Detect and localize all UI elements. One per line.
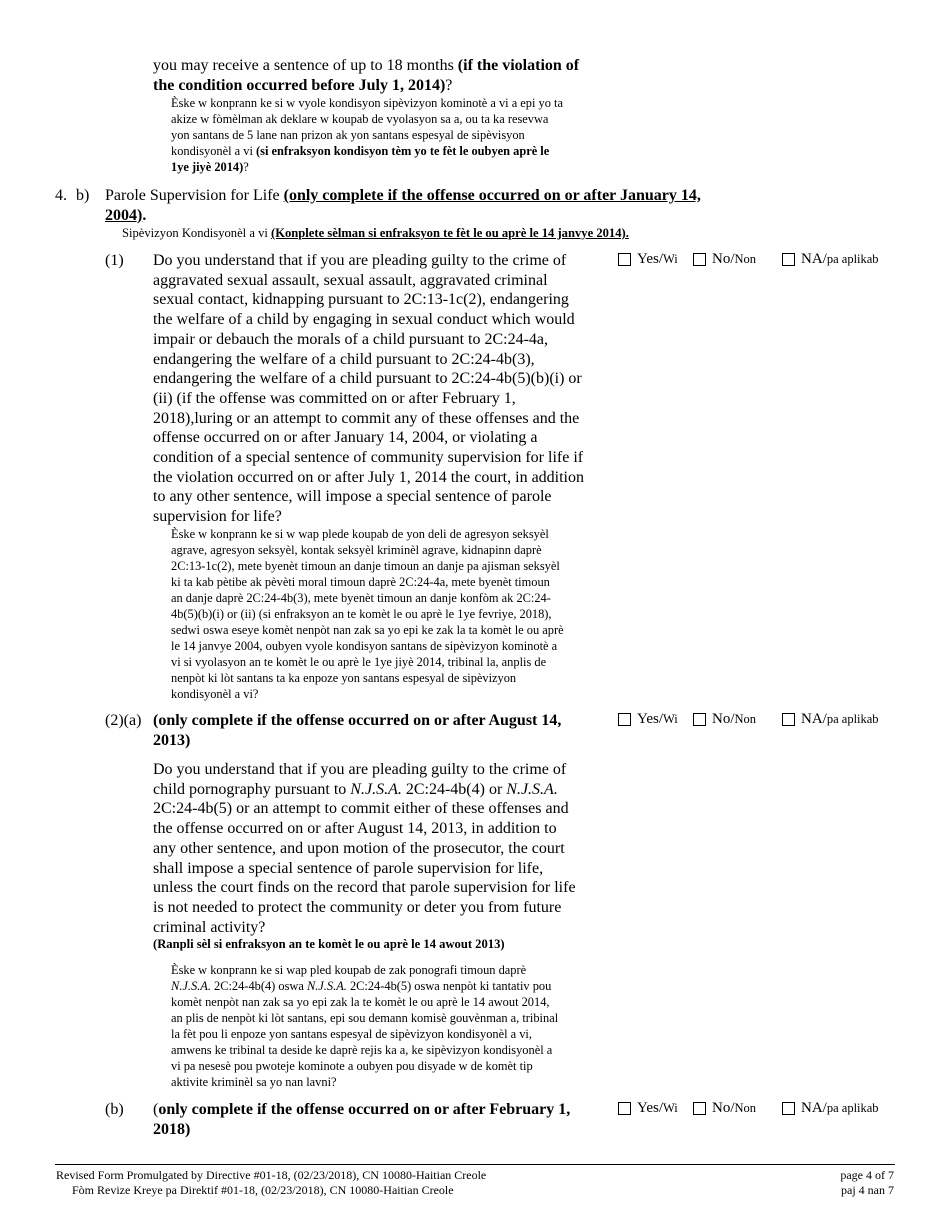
ht-line: komèt nenpòt nan zak sa yo epi zak la te komèt le ou aprè le 14 awout 2014, <box>171 995 550 1009</box>
yes-label: Yes/ <box>637 711 663 727</box>
ht-line: aktivite kriminèl sa yo nan lavni? <box>171 1075 337 1089</box>
section-title-ht <box>122 225 629 241</box>
ht-line: an plis de nenpòt ki lòt santans, epi sou demann komisè gouvènman a, tribinal <box>171 1011 559 1025</box>
top-en-bold-2: the condition occurred before July 1, 2014) <box>153 76 446 94</box>
en-line: child pornography pursuant to <box>153 780 351 798</box>
en-line: any other sentence, and upon motion of the prosecutor, the court <box>153 839 565 857</box>
checkbox-icon[interactable] <box>782 253 795 266</box>
qb-yes-checkbox[interactable] <box>618 1100 678 1117</box>
checkbox-icon[interactable] <box>693 1102 706 1115</box>
ht-line: agrave, agresyon seksyèl, kontak seksyèl kriminèl agrave, kidnapinn daprè <box>171 543 542 557</box>
qb-no-checkbox[interactable] <box>693 1100 756 1117</box>
en-line: Do you understand that if you are pleading guilty to the crime of <box>153 252 567 269</box>
q2a-na-checkbox[interactable] <box>782 711 879 728</box>
en-line: Do you understand that if you are pleading guilty to the crime of <box>153 761 567 778</box>
q2a-yes-checkbox[interactable] <box>618 711 678 728</box>
section-title-ht-bold: (Konplete sèlman si enfraksyon te fèt le ou aprè le 14 janvye 2014). <box>271 226 629 240</box>
section-title-plain: Parole Supervision for Life <box>105 187 284 204</box>
en-line: is not needed to protect the community or deter you from future <box>153 898 562 916</box>
footer-form-revision-ht: Fòm Revize Kreye pa Direktif #01-18, (02/23/2018), CN 10080-Haitian Creole <box>72 1183 454 1197</box>
footer-divider <box>55 1164 895 1165</box>
section-title-ht-plain: Sipèvizyon Kondisyonèl a vi <box>122 226 272 240</box>
top-en-end: ? <box>445 76 453 94</box>
en-line: criminal activity? <box>153 918 266 936</box>
q2a-heading-ht: (Ranpli sèl si enfraksyon an te komèt le ou aprè le 14 awout 2013) <box>153 937 505 951</box>
section-number: 4. <box>55 187 67 204</box>
page-number-ht: paj 4 nan 7 <box>841 1183 894 1197</box>
na-label: NA/ <box>801 711 827 727</box>
qb-heading <box>153 1100 623 1139</box>
ht-bold: (si enfraksyon kondisyon tèm yo te fèt le oubyen aprè le <box>256 144 550 158</box>
q2a-label: (2)(a) <box>105 712 142 729</box>
en-line: supervision for life? <box>153 508 282 526</box>
en-line: the violation occurred on or after July 1, 2014 the court, in addition <box>153 468 584 486</box>
ht-line: vi pa nesesè pou pwoteje kominote a oubyen pou disyade w de komèt tip <box>171 1059 533 1073</box>
ht-line: kondisyonèl a vi <box>171 144 257 158</box>
na-label-ht: pa aplikab <box>826 712 879 726</box>
q1-label: (1) <box>105 252 124 269</box>
no-label-ht: Non <box>734 712 757 726</box>
yes-label-ht: Wi <box>663 1101 678 1115</box>
no-label: No/ <box>712 711 735 727</box>
q2a-text-en <box>153 760 623 937</box>
qb-label: (b) <box>105 1101 124 1118</box>
en-line: endangering the welfare of a child pursuant to 2C:24-4b(5)(b)(i) or <box>153 370 582 388</box>
section-title-end: . <box>142 206 147 224</box>
en-line: the offense occurred on or after August 14, 2013, in addition to <box>153 820 557 838</box>
ht-line: la fèt pou li enpoze yon santans espesyal de sipèvizyon kondisyonèl a vi, <box>171 1027 532 1041</box>
ht-line: yon santans de 5 lane nan prizon ak yon santans espesyal de sipèvisyon <box>171 128 525 142</box>
q2a-text-ht <box>171 962 631 1090</box>
ht-line: vi si vyolasyon an te komèt le ou aprè le 1ye jiyè 2014, tribinal la, anplis de <box>171 655 547 669</box>
no-label-ht: Non <box>734 252 757 266</box>
ht-line: amwens ke tribinal ta deside ke daprè rejis ka a, ke sipèvizyon kondisyonèl a <box>171 1043 553 1057</box>
q1-yes-checkbox[interactable] <box>618 251 678 268</box>
footer-form-revision: Revised Form Promulgated by Directive #01-18, (02/23/2018), CN 10080-Haitian Creole <box>56 1168 487 1182</box>
yes-label: Yes/ <box>637 1100 663 1116</box>
yes-label: Yes/ <box>637 251 663 267</box>
q2a-heading <box>153 711 623 750</box>
top-continuation-ht <box>171 95 631 175</box>
en-line: shall impose a special sentence of parole supervision for life, <box>153 859 544 877</box>
njsa-citation: N.J.S.A. <box>506 780 558 798</box>
en-line: endangering the welfare of a child pursuant to 2C:24-4b(3), <box>153 350 535 368</box>
top-continuation-en <box>153 56 623 95</box>
ht-line: Èske w konprann ke si w wap plede koupab de yon deli de agresyon seksyèl <box>171 527 549 541</box>
qb-open-paren: ( <box>153 1101 159 1118</box>
njsa-citation: N.J.S.A. <box>350 780 402 798</box>
section-title-bold-2: 2004) <box>105 206 143 224</box>
checkbox-icon[interactable] <box>693 713 706 726</box>
ht-line: 2C:24-4b(4) oswa <box>210 979 307 993</box>
na-label: NA/ <box>801 1100 827 1116</box>
en-line: sexual contact, kidnapping pursuant to 2C:13-1c(2), endangering <box>153 291 569 309</box>
checkbox-icon[interactable] <box>618 713 631 726</box>
en-line: impair or debauch the morals of a child pursuant to 2C:24-4a, <box>153 330 549 348</box>
checkbox-icon[interactable] <box>618 253 631 266</box>
ht-line: nenpòt ki lòt santans ta ka enpoze yon santans espesyal de sipèvizyon <box>171 671 517 685</box>
en-line: condition of a special sentence of community supervision for life if <box>153 449 584 467</box>
checkbox-icon[interactable] <box>782 713 795 726</box>
q1-na-checkbox[interactable] <box>782 251 879 268</box>
njsa-citation: N.J.S.A. <box>171 979 211 993</box>
q1-text-en <box>153 251 623 527</box>
ht-line: le 14 janvye 2004, oubyen vyole kondisyon santans de sipèvizyon kominotè a <box>171 639 558 653</box>
yes-label-ht: Wi <box>663 252 678 266</box>
en-line: to any other sentence, will impose a special sentence of parole <box>153 488 552 506</box>
qb-heading-line: 2018) <box>153 1120 191 1138</box>
footer-left <box>56 1168 486 1198</box>
q2a-heading-line: 2013) <box>153 731 191 749</box>
top-en-bold: (if the violation of <box>457 57 580 74</box>
ht-line: ki ta kab pètibe ak pèvèti moral timoun daprè 2C:24-4a, mete byenèt timoun <box>171 575 550 589</box>
en-line: 2C:24-4b(4) or <box>401 780 507 798</box>
en-line: aggravated sexual assault, sexual assault, aggravated criminal <box>153 271 548 289</box>
na-label: NA/ <box>801 251 827 267</box>
qb-na-checkbox[interactable] <box>782 1100 879 1117</box>
ht-bold: 1ye jiyè 2014) <box>171 160 244 174</box>
ht-line: 2C:13-1c(2), mete byenèt timoun an danje timoun an danje pa ajisman seksyèl <box>171 559 560 573</box>
top-en-text: you may receive a sentence of up to 18 months <box>153 57 458 74</box>
ht-line: Èske w konprann ke si w vyole kondisyon sipèvizyon kominotè a vi a epi yo ta <box>171 96 563 110</box>
checkbox-icon[interactable] <box>693 253 706 266</box>
section-title-bold: (only complete if the offense occurred on or after January 14, <box>283 187 701 204</box>
qb-heading-line: only complete if the offense occurred on or after February 1, <box>158 1101 571 1118</box>
q2a-no-checkbox[interactable] <box>693 711 756 728</box>
checkbox-icon[interactable] <box>782 1102 795 1115</box>
q1-no-checkbox[interactable] <box>693 251 756 268</box>
section-letter: b) <box>76 187 90 204</box>
yes-label-ht: Wi <box>663 712 678 726</box>
page-number: page 4 of 7 <box>840 1168 894 1182</box>
no-label-ht: Non <box>734 1101 757 1115</box>
ht-line: sedwi oswa eseye komèt nenpòt nan zak sa yo epi ke zak la ta komèt le ou aprè <box>171 623 564 637</box>
ht-line: 4b(5)(b)(i) or (ii) (si enfraksyon an te komèt le ou aprè le 1ye fevriye, 2018), <box>171 607 552 621</box>
en-line: (ii) (if the offense was committed on or after February 1, <box>153 389 516 407</box>
checkbox-icon[interactable] <box>618 1102 631 1115</box>
q2a-heading-line: (only complete if the offense occurred on or after August 14, <box>153 712 562 729</box>
q1-text-ht <box>171 526 631 702</box>
en-line: 2018),luring or an attempt to commit any of these offenses and the <box>153 409 580 427</box>
en-line: 2C:24-4b(5) or an attempt to commit either of these offenses and <box>153 800 569 818</box>
na-label-ht: pa aplikab <box>826 252 879 266</box>
ht-line: akize w fòmèlman ak deklare w koupab de vyolasyon sa a, ou ta ka resevwa <box>171 112 549 126</box>
ht-line: Èske w konprann ke si wap pled koupab de zak ponografi timoun daprè <box>171 963 527 977</box>
ht-line: an danje daprè 2C:24-4b(3), mete byenèt timoun an danje konfòm ak 2C:24- <box>171 591 551 605</box>
ht-line: 2C:24-4b(5) oswa nenpòt ki tantativ pou <box>346 979 552 993</box>
en-line: offense occurred on or after January 14, 2004, or violating a <box>153 429 538 447</box>
en-line: unless the court finds on the record that parole supervision for life <box>153 879 576 897</box>
no-label: No/ <box>712 251 735 267</box>
section-title <box>105 186 765 225</box>
njsa-citation: N.J.S.A. <box>306 979 347 993</box>
ht-end: ? <box>243 160 249 174</box>
na-label-ht: pa aplikab <box>826 1101 879 1115</box>
en-line: the welfare of a child by engaging in sexual conduct which would <box>153 311 575 329</box>
ht-line: kondisyonèl a vi? <box>171 687 259 701</box>
no-label: No/ <box>712 1100 735 1116</box>
footer-right <box>840 1168 894 1198</box>
